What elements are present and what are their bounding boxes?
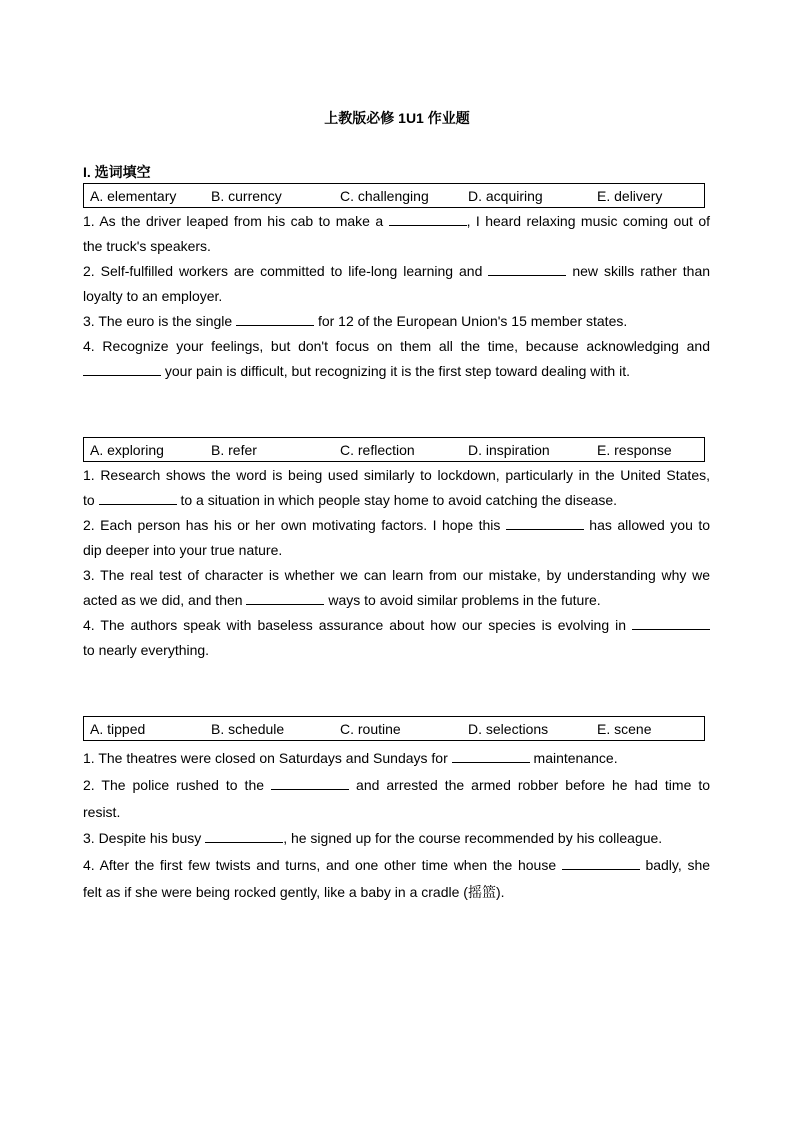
- question-line: the truck's speakers.: [83, 238, 211, 254]
- answer-blank[interactable]: [205, 829, 283, 843]
- question-line: 4. After the first few twists and turns, and one other time when the house badly, she: [83, 857, 711, 873]
- word-option: C. reflection: [340, 442, 415, 458]
- question-line: your pain is difficult, but recognizing it is the first step toward dealing with it.: [83, 362, 710, 380]
- answer-blank[interactable]: [271, 776, 349, 790]
- word-option: A. tipped: [90, 721, 146, 737]
- answer-blank[interactable]: [452, 749, 530, 763]
- question-line: 1. Research shows the word is being used similarly to lockdown, particularly in the United States,: [83, 467, 710, 483]
- word-option: C. routine: [340, 721, 401, 737]
- question-line: 2. Self-fulfilled workers are committed to life-long learning and new skills rather than: [83, 263, 711, 279]
- question-line: 4. Recognize your feelings, but don't focus on them all the time, because acknowledging and: [83, 338, 710, 354]
- word-option: A. elementary: [90, 188, 177, 204]
- question-line: acted as we did, and then ways to avoid similar problems in the future.: [83, 592, 601, 608]
- word-option: B. schedule: [211, 721, 285, 737]
- answer-blank[interactable]: [389, 212, 467, 226]
- answer-blank[interactable]: [506, 516, 584, 530]
- word-option: D. acquiring: [468, 188, 543, 204]
- section-heading: I. 选词填空: [83, 164, 151, 180]
- answer-blank[interactable]: [99, 491, 177, 505]
- question-line: to to a situation in which people stay home to avoid catching the disease.: [83, 492, 618, 508]
- answer-blank[interactable]: [562, 856, 640, 870]
- word-option: C. challenging: [340, 188, 429, 204]
- question-line: 2. Each person has his or her own motivating factors. I hope this has allowed you to: [83, 517, 710, 533]
- word-bank-2: [83, 437, 705, 462]
- word-bank-1: [83, 183, 705, 208]
- word-option: D. inspiration: [468, 442, 550, 458]
- word-option: A. exploring: [90, 442, 164, 458]
- answer-blank[interactable]: [83, 362, 161, 376]
- word-option: B. refer: [211, 442, 257, 458]
- page-title: 上教版必修 1U1 作业题: [324, 110, 470, 126]
- word-option: E. response: [597, 442, 672, 458]
- answer-blank[interactable]: [632, 616, 710, 630]
- question-line: to nearly everything.: [83, 642, 210, 658]
- word-option: E. scene: [597, 721, 652, 737]
- question-line: 3. The euro is the single for 12 of the European Union's 15 member states.: [83, 313, 628, 329]
- word-option: B. currency: [211, 188, 282, 204]
- question-line: loyalty to an employer.: [83, 288, 223, 304]
- question-line: 1. As the driver leaped from his cab to make a , I heard relaxing music coming out of: [83, 213, 711, 229]
- question-line: resist.: [83, 804, 121, 820]
- question-line: 3. Despite his busy , he signed up for the course recommended by his colleague.: [83, 830, 663, 846]
- question-line: 3. The real test of character is whether we can learn from our mistake, by understanding why we: [83, 567, 710, 583]
- answer-blank[interactable]: [488, 262, 566, 276]
- question-line: felt as if she were being rocked gently, like a baby in a cradle (摇篮).: [83, 884, 505, 900]
- question-line: dip deeper into your true nature.: [83, 542, 283, 558]
- answer-blank[interactable]: [246, 591, 324, 605]
- word-option: D. selections: [468, 721, 549, 737]
- answer-blank[interactable]: [236, 312, 314, 326]
- question-line: 1. The theatres were closed on Saturdays and Sundays for maintenance.: [83, 750, 618, 766]
- question-line: 2. The police rushed to the and arrested the armed robber before he had time to: [83, 777, 711, 793]
- question-line: 4. The authors speak with baseless assurance about how our species is evolving in: [83, 616, 710, 634]
- word-option: E. delivery: [597, 188, 663, 204]
- word-bank-3: [83, 716, 705, 741]
